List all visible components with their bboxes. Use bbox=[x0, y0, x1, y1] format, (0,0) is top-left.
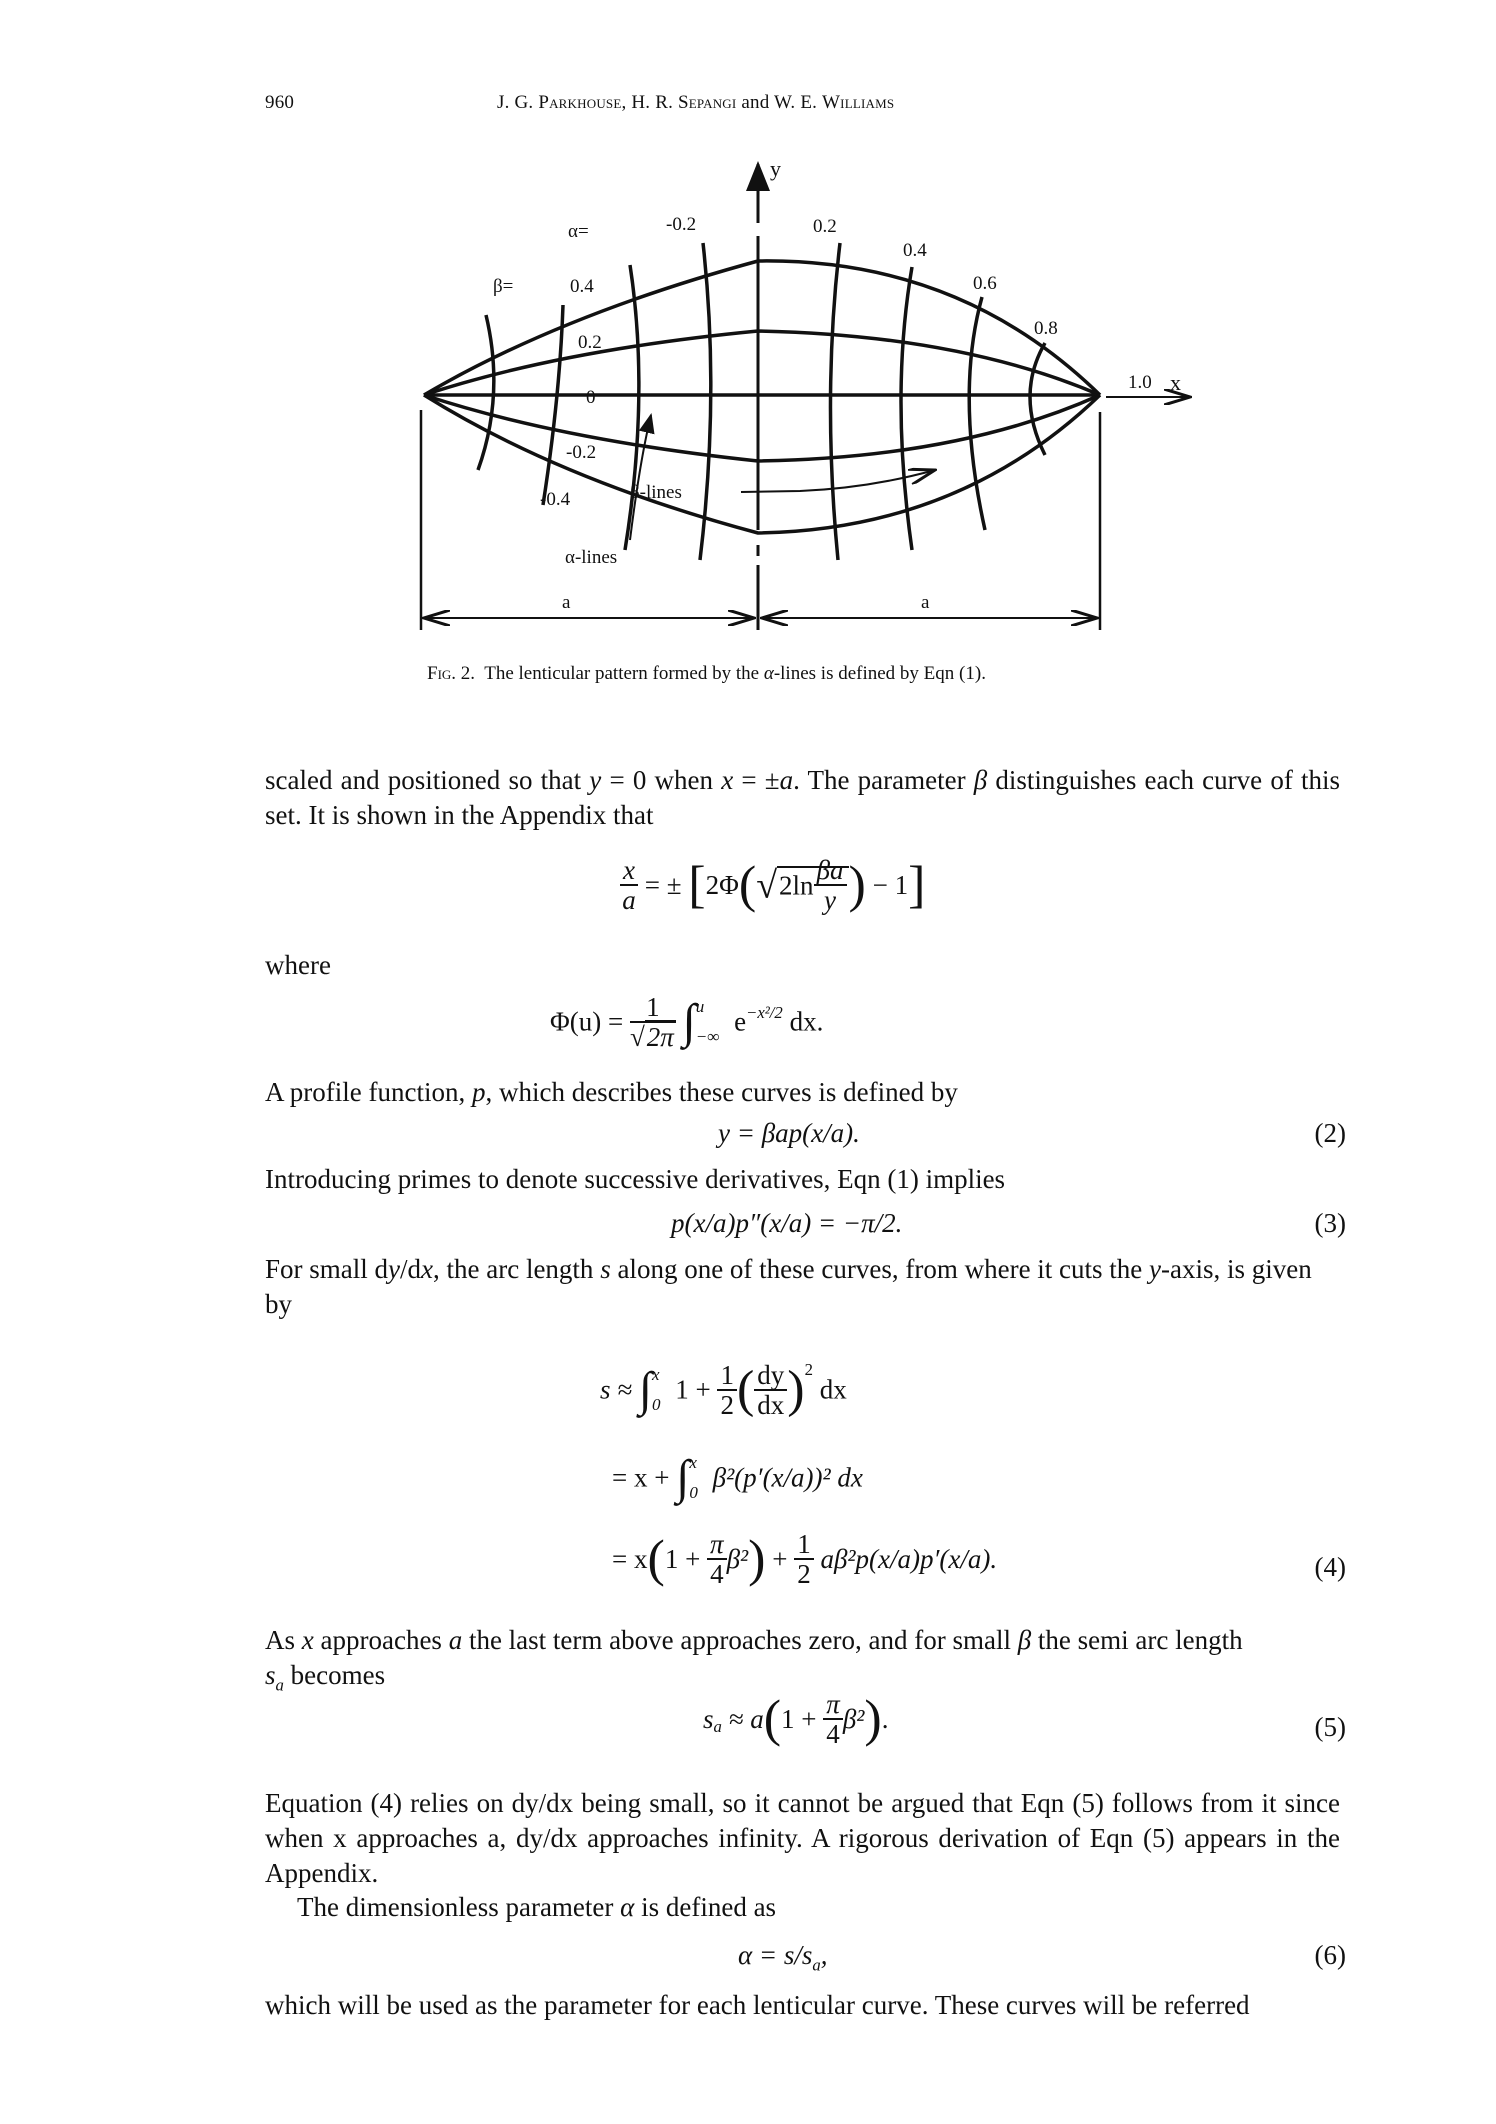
equation-6: $\alpha = s/s_a$, bbox=[738, 1940, 828, 1975]
equation-3: p(x/a)p″(x/a) = −π/2. bbox=[671, 1208, 903, 1238]
caption-label: Fig. 2. bbox=[427, 663, 476, 684]
author-initials-1: J. G. bbox=[497, 92, 539, 113]
alpha-curve-neg0.2 bbox=[700, 243, 711, 560]
paragraph-1: scaled and positioned so that y = 0 when x = ±a. The parameter β distinguishes each curve of this set. It is shown in the Appendix that bbox=[265, 765, 1340, 830]
author-name-2: Sepangi bbox=[677, 92, 737, 113]
beta-label-0: 0 bbox=[586, 387, 596, 408]
paragraph-2: A profile function, p, which describes these curves is defined by bbox=[265, 1077, 958, 1107]
alpha-label-0.8: 0.8 bbox=[1034, 318, 1058, 339]
paragraph-7: The dimensionless parameter α is defined as bbox=[297, 1892, 777, 1922]
paragraph-4: For small dy/dx, the arc length s along one of these curves, from where it cuts the y-axis, is given by bbox=[265, 1254, 1312, 1319]
equation-number-2: (2) bbox=[1314, 1118, 1346, 1148]
alpha-label-0.4: 0.4 bbox=[903, 240, 927, 261]
beta-curve-0.2 bbox=[424, 331, 1100, 395]
lenticular-figure bbox=[0, 0, 1496, 700]
alpha-prefix-label: α= bbox=[568, 221, 589, 242]
beta-curve-0.4 bbox=[424, 261, 1100, 395]
author-initials-3: and W. E. bbox=[736, 92, 823, 113]
author-initials-2: , H. R. bbox=[621, 92, 678, 113]
where-text: where bbox=[265, 950, 331, 980]
equation-number-4: (4) bbox=[1314, 1552, 1346, 1582]
alpha-lines-label: α-lines bbox=[565, 547, 618, 568]
alpha-curve-0.2 bbox=[830, 243, 840, 560]
author-name-1: Parkhouse bbox=[538, 92, 622, 113]
equation-1: $\frac{x}{a}$ = ± [2Φ(√2ln $\frac{\beta a}{y}$ ) − 1] bbox=[620, 856, 925, 915]
alpha-label-0.6: 0.6 bbox=[973, 273, 997, 294]
equation-4-line-1: s ≈ ∫ x 0 1 + $\frac{1}{2}$ ( $\frac{dy}{dx}$ )$^2$ dx bbox=[600, 1359, 847, 1420]
equation-number-3: (3) bbox=[1314, 1208, 1346, 1238]
page-number: 960 bbox=[265, 92, 295, 113]
author-name-3: Williams bbox=[822, 92, 895, 113]
beta-label-0.2: 0.2 bbox=[578, 332, 602, 353]
beta-lines-label: β-lines bbox=[630, 482, 682, 503]
beta-prefix-label: β= bbox=[493, 276, 514, 297]
y-axis-label: y bbox=[770, 156, 781, 181]
paragraph-5: As x approaches a the last term above approaches zero, and for small β the semi arc length $s_a$ becomes bbox=[265, 1625, 1243, 1695]
alpha-label-neg0.2: -0.2 bbox=[666, 214, 697, 235]
x-axis-label: x bbox=[1170, 370, 1181, 395]
alpha-label-0.2: 0.2 bbox=[813, 216, 837, 237]
alpha-curve-0.6 bbox=[969, 297, 985, 530]
beta-label-neg0.4: -0.4 bbox=[540, 489, 571, 510]
beta-label-neg0.2: -0.2 bbox=[566, 442, 597, 463]
alpha-curve-0.8 bbox=[1030, 343, 1045, 455]
dimension-label-left: a bbox=[562, 592, 571, 613]
alpha-curve-neg0.8 bbox=[478, 315, 494, 470]
dimension-label-right: a bbox=[921, 592, 930, 613]
paragraph-3: Introducing primes to denote successive derivatives, Eqn (1) implies bbox=[265, 1164, 1006, 1194]
paragraph-8: which will be used as the parameter for each lenticular curve. These curves will be referred bbox=[265, 1990, 1250, 2020]
equation-5: $s_a \approx a(1$ + $\frac{\pi}{4}$ β²). bbox=[703, 1689, 889, 1750]
equation-number-6: (6) bbox=[1314, 1940, 1346, 1970]
alpha-label-1.0: 1.0 bbox=[1128, 372, 1152, 393]
equation-4-line-3: = x(1 + $\frac{\pi}{4}$ β²) + $\frac{1}{2}$ aβ²p(x/a)p′(x/a). bbox=[612, 1529, 998, 1590]
equation-4-line-2: = x + ∫ x 0 β²(p′(x/a))² dx bbox=[612, 1451, 863, 1504]
equation-2: y = βap(x/a). bbox=[718, 1118, 860, 1148]
beta-label-0.4: 0.4 bbox=[570, 276, 594, 297]
equation-number-5: (5) bbox=[1314, 1712, 1346, 1742]
alpha-curve-neg0.4 bbox=[625, 265, 639, 550]
paragraph-6: Equation (4) relies on dy/dx being small, so it cannot be argued that Eqn (5) follows from it since when x approaches a, dy/dx approaches infinity. A rigorous derivation of Eqn (5) appears in the Appendix. bbox=[265, 1788, 1340, 1888]
equation-phi: Φ(u) = $\frac{1}{√2\pi}$ ∫ u −∞ $e^{-x^2/2}$ dx. bbox=[550, 991, 824, 1052]
figure-caption: Fig. 2. The lenticular pattern formed by the α-lines is defined by Eqn (1). bbox=[427, 663, 986, 684]
beta-curve-neg0.4 bbox=[424, 395, 1100, 533]
